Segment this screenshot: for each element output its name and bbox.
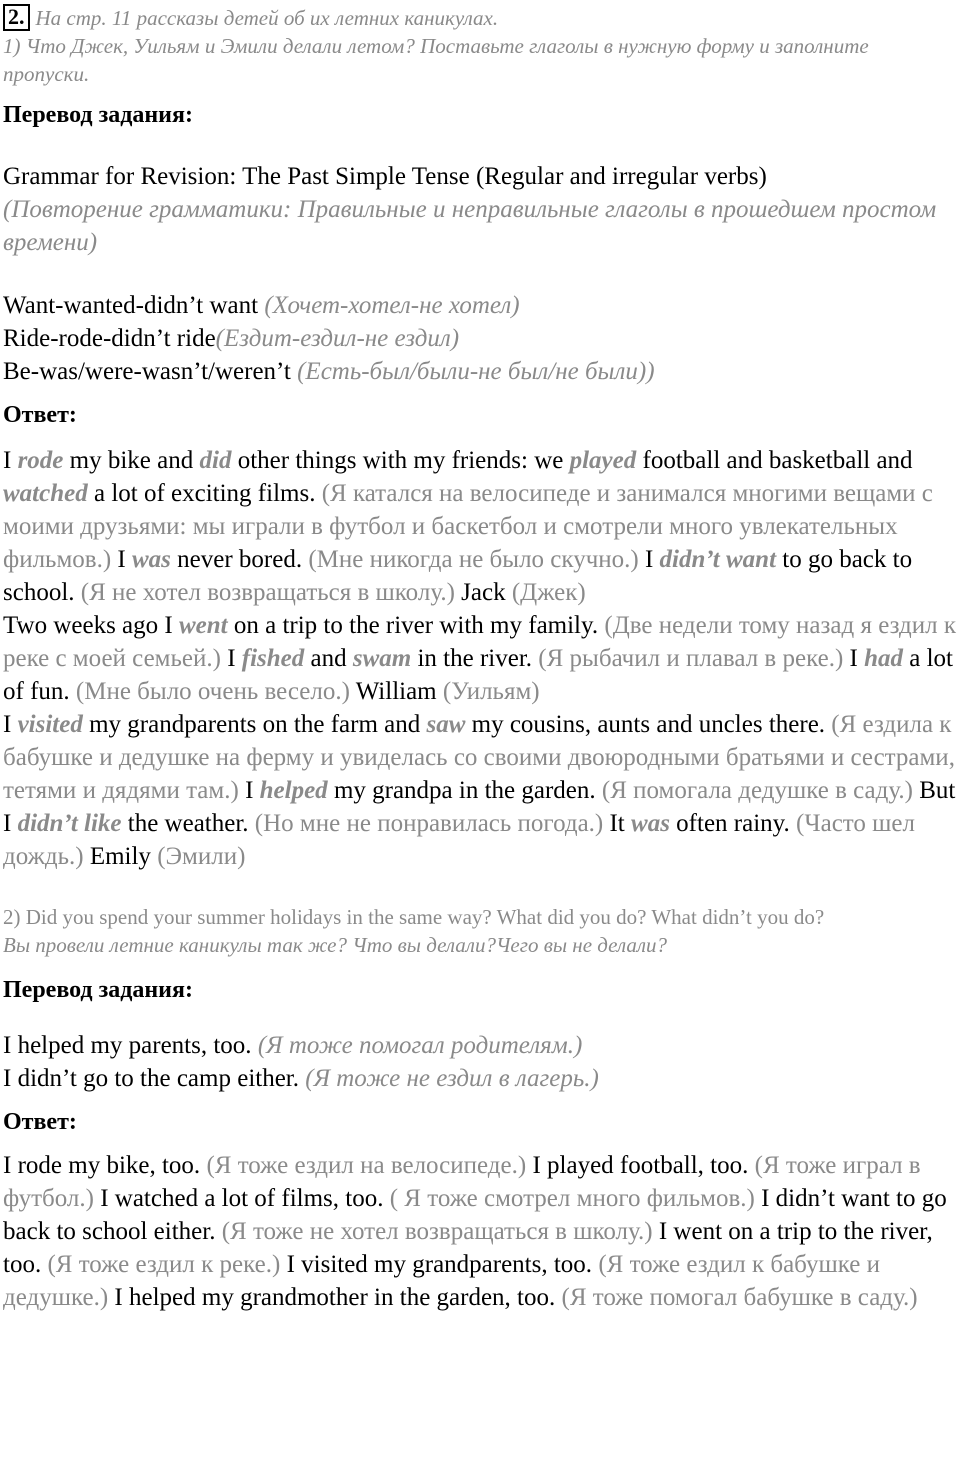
text: a lot of exciting films. bbox=[87, 480, 322, 507]
filled-verb: did bbox=[199, 447, 232, 474]
translation: (Мне никогда не было скучно.) bbox=[308, 546, 639, 573]
translation: (Две недели тому назад я ездил к реке с моей семьей.) bbox=[3, 612, 956, 672]
answer2-ru: (Я тоже ездил на велосипеде.) bbox=[206, 1152, 527, 1179]
verb-form-en: Be-was/were-wasn’t/weren’t bbox=[3, 358, 298, 385]
speaker-name-ru: (Эмили) bbox=[157, 843, 246, 870]
text: my cousins, aunts and uncles there. bbox=[465, 711, 832, 738]
filled-verb: fished bbox=[241, 645, 305, 672]
speaker-name-ru: (Джек) bbox=[511, 579, 586, 606]
translation: (Я помогала дедушке в саду.) bbox=[601, 777, 913, 804]
verb-form-ru: (Ездит-ездил-не ездил) bbox=[215, 325, 460, 352]
filled-verb: helped bbox=[259, 777, 328, 804]
answer2-ru: (Я тоже ездил к реке.) bbox=[47, 1251, 281, 1278]
text: my grandparents on the farm and bbox=[82, 711, 427, 738]
verb-form-ru: (Хочет-хотел-не хотел) bbox=[264, 292, 520, 319]
speaker-name: Jack bbox=[454, 579, 512, 606]
answer2-ru: ( Я тоже смотрел много фильмов.) bbox=[389, 1185, 755, 1212]
text: I bbox=[3, 711, 18, 738]
text: I bbox=[3, 447, 18, 474]
part2-question-ru: Вы провели летние каникулы так же? Что вы делали?Чего вы не делали? bbox=[3, 933, 668, 957]
filled-verb: went bbox=[178, 612, 228, 639]
answer2-paragraph bbox=[3, 1149, 957, 1314]
text: I bbox=[111, 546, 132, 573]
answer2-en: I visited my grandparents, too. bbox=[280, 1251, 599, 1278]
translation: (Я ездила к бабушке и дедушке на ферму и увиделась со своими двоюродными братьями и сестрами, тетями и дядями там.) bbox=[3, 711, 955, 804]
filled-verb: didn’t like bbox=[17, 810, 122, 837]
part2-examples bbox=[3, 1029, 957, 1095]
answer2-ru: (Я тоже играл в футбол.) bbox=[3, 1152, 921, 1212]
answer2-ru: (Я тоже помогал бабушке в саду.) bbox=[561, 1284, 918, 1311]
text: never bored. bbox=[170, 546, 309, 573]
text: It bbox=[603, 810, 632, 837]
filled-verb: played bbox=[569, 447, 637, 474]
grammar-title: Grammar for Revision: The Past Simple Tense (Regular and irregular verbs) bbox=[3, 163, 767, 190]
answer2-en: I rode my bike, too. bbox=[3, 1152, 207, 1179]
worksheet-page bbox=[3, 4, 957, 1314]
translation: (Но мне не понравилась погода.) bbox=[254, 810, 604, 837]
verb-form-en: Ride-rode-didn’t ride bbox=[3, 325, 216, 352]
verb-forms-list bbox=[3, 289, 957, 388]
filled-verb: swam bbox=[352, 645, 412, 672]
text: football and basketball and bbox=[636, 447, 913, 474]
speaker-name: William bbox=[349, 678, 443, 705]
text: other things with my friends: we bbox=[231, 447, 570, 474]
text: the weather. bbox=[121, 810, 255, 837]
answer2-ru: (Я тоже ездил к бабушке и дедушке.) bbox=[3, 1251, 880, 1311]
filled-verb: rode bbox=[17, 447, 64, 474]
text: often rainy. bbox=[669, 810, 797, 837]
answer2-ru: (Я тоже не хотел возвращаться в школу.) bbox=[221, 1218, 653, 1245]
speaker-name-ru: (Уильям) bbox=[442, 678, 540, 705]
translation: (Мне было очень весело.) bbox=[75, 678, 350, 705]
answer2-en: I played football, too. bbox=[526, 1152, 755, 1179]
text: in the river. bbox=[411, 645, 539, 672]
example-row bbox=[3, 1029, 957, 1062]
answer2-en: I didn’t want to go back to school either. bbox=[3, 1185, 947, 1245]
speaker-name: Emily bbox=[83, 843, 158, 870]
translation: (Я не хотел возвращаться в школу.) bbox=[80, 579, 455, 606]
task-number-box: 2. bbox=[3, 4, 30, 31]
answer-heading-2: Ответ: bbox=[3, 1109, 77, 1135]
filled-verb: visited bbox=[17, 711, 83, 738]
text: I bbox=[220, 645, 242, 672]
verb-form-row bbox=[3, 322, 957, 355]
text: I bbox=[238, 777, 260, 804]
filled-verb: watched bbox=[3, 480, 88, 507]
example-ru: (Я тоже не ездил в лагерь.) bbox=[305, 1065, 599, 1092]
translation: (Я катался на велосипеде и занимался многими вещами с моими друзьями: мы играли в футбол и баскетбол и смотрели много увлекательных фильмов.) bbox=[3, 480, 933, 573]
filled-verb: was bbox=[131, 546, 171, 573]
verb-form-row bbox=[3, 289, 957, 322]
text: and bbox=[304, 645, 353, 672]
translation-heading-2: Перевод задания: bbox=[3, 977, 193, 1003]
text: Two weeks ago I bbox=[3, 612, 179, 639]
verb-form-ru: (Есть-был/были-не был/не были)) bbox=[297, 358, 655, 385]
answer1-paragraph bbox=[3, 444, 957, 873]
translation-heading-1: Перевод задания: bbox=[3, 102, 193, 128]
text: I bbox=[638, 546, 660, 573]
filled-verb: saw bbox=[426, 711, 466, 738]
example-row bbox=[3, 1062, 957, 1095]
translation: (Часто шел дождь.) bbox=[3, 810, 915, 870]
text: But I bbox=[3, 777, 956, 837]
example-en: I helped my parents, too. bbox=[3, 1032, 258, 1059]
text: on a trip to the river with my family. bbox=[227, 612, 605, 639]
part2-question-en: 2) Did you spend your summer holidays in the same way? What did you do? What didn’t you do? bbox=[3, 905, 825, 929]
example-en: I didn’t go to the camp either. bbox=[3, 1065, 306, 1092]
text: I bbox=[843, 645, 865, 672]
text: to go back to school. bbox=[3, 546, 913, 606]
text: a lot of fun. bbox=[3, 645, 954, 705]
example-ru: (Я тоже помогал родителям.) bbox=[257, 1032, 583, 1059]
filled-verb: was bbox=[631, 810, 670, 837]
answer2-en: I helped my grandmother in the garden, too. bbox=[108, 1284, 562, 1311]
task-intro-line bbox=[3, 4, 957, 32]
filled-verb: had bbox=[864, 645, 904, 672]
text: my bike and bbox=[63, 447, 200, 474]
filled-verb: didn’t want bbox=[659, 546, 777, 573]
verb-form-en: Want-wanted-didn’t want bbox=[3, 292, 265, 319]
translation: (Я рыбачил и плавал в реке.) bbox=[538, 645, 844, 672]
answer2-en: I watched a lot of films, too. bbox=[93, 1185, 390, 1212]
task-intro: На стр. 11 рассказы детей об их летних каникулах. bbox=[35, 6, 499, 30]
text: my grandpa in the garden. bbox=[327, 777, 602, 804]
grammar-title-translation: (Повторение грамматики: Правильные и неправильные глаголы в прошедшем простом времени) bbox=[3, 196, 937, 256]
answer2-en: I went on a trip to the river, too. bbox=[3, 1218, 933, 1278]
answer-heading-1: Ответ: bbox=[3, 402, 77, 428]
verb-form-row bbox=[3, 355, 957, 388]
part1-instruction: 1) Что Джек, Уильям и Эмили делали летом? Поставьте глаголы в нужную форму и заполните пропуски. bbox=[3, 34, 869, 86]
